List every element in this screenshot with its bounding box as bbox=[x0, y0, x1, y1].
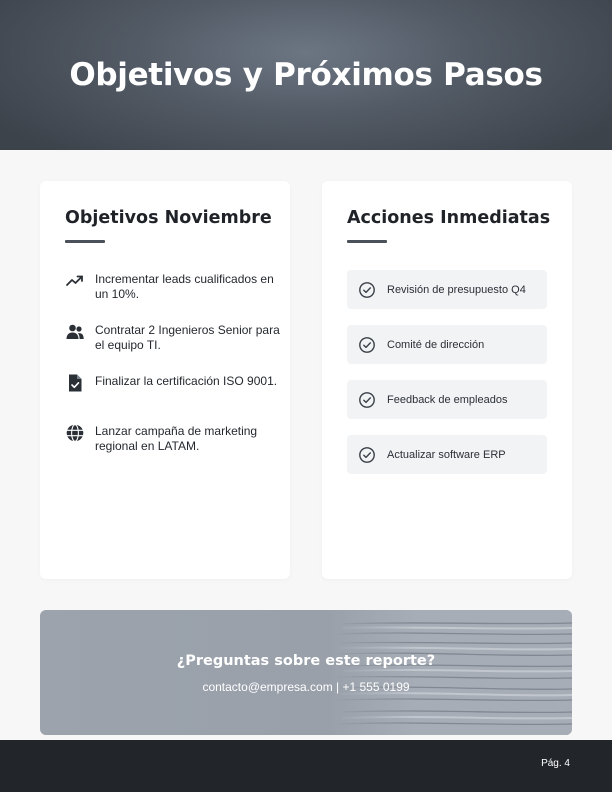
title-underline bbox=[347, 240, 387, 243]
action-text: Feedback de empleados bbox=[387, 393, 508, 406]
objective-item bbox=[65, 272, 280, 301]
check-circle-icon bbox=[358, 281, 376, 299]
action-item bbox=[347, 380, 547, 419]
page-number: Pág. 4 bbox=[541, 758, 570, 769]
actions-card bbox=[322, 181, 572, 579]
objective-text: Lanzar campaña de marketing regional en LATAM. bbox=[95, 424, 258, 453]
objective-text: Contratar 2 Ingenieros Senior para el equipo TI. bbox=[95, 323, 280, 352]
objective-item bbox=[65, 374, 280, 393]
page-header bbox=[0, 0, 612, 150]
action-item bbox=[347, 325, 547, 364]
action-text: Comité de dirección bbox=[387, 338, 485, 351]
action-item bbox=[347, 270, 547, 309]
contact-title: ¿Preguntas sobre este reporte? bbox=[176, 653, 436, 669]
action-text: Actualizar software ERP bbox=[387, 448, 506, 461]
globe-icon bbox=[65, 423, 85, 443]
page-title: Objetivos y Próximos Pasos bbox=[69, 57, 543, 93]
actions-title: Acciones Inmediatas bbox=[347, 208, 551, 228]
paper-stack-image bbox=[332, 610, 572, 735]
file-check-icon bbox=[65, 373, 85, 393]
check-circle-icon bbox=[358, 336, 376, 354]
contact-details: contacto@empresa.com | +1 555 0199 bbox=[202, 680, 410, 694]
objectives-title: Objetivos Noviembre bbox=[65, 208, 272, 228]
objective-item bbox=[65, 323, 280, 352]
action-text: Revisión de presupuesto Q4 bbox=[387, 283, 526, 296]
action-item bbox=[347, 435, 547, 474]
title-underline bbox=[65, 240, 105, 243]
objective-text: Incrementar leads cualificados en un 10%. bbox=[95, 272, 274, 301]
contact-banner bbox=[40, 610, 572, 735]
trending-up-icon bbox=[65, 271, 85, 291]
objectives-card bbox=[40, 181, 290, 579]
objective-item bbox=[65, 424, 280, 453]
users-icon bbox=[65, 322, 85, 342]
page-footer bbox=[0, 740, 612, 792]
check-circle-icon bbox=[358, 446, 376, 464]
objective-text: Finalizar la certificación ISO 9001. bbox=[95, 374, 278, 388]
check-circle-icon bbox=[358, 391, 376, 409]
